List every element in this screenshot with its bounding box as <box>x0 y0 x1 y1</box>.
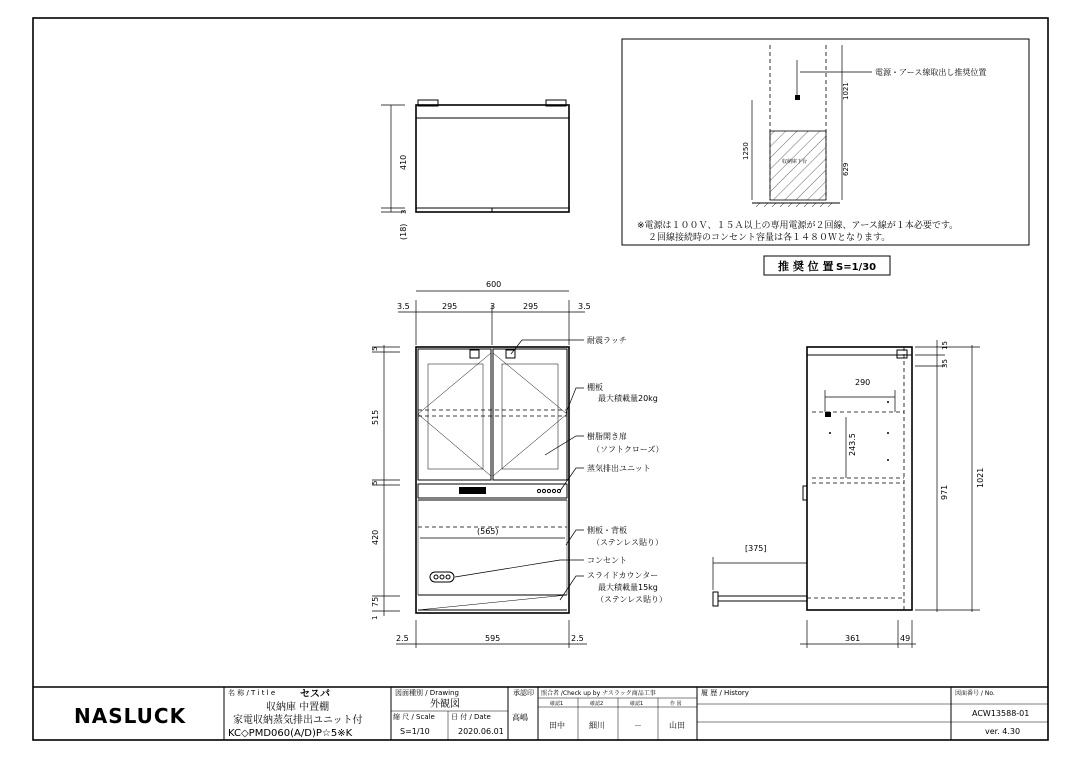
dim-3-5-left: 3.5 <box>397 302 410 311</box>
power-note-line2: ２回線接続時のコンセント容量は各１４８０Ｗとなります。 <box>648 233 891 243</box>
dim-2-5-right: 2.5 <box>571 634 584 643</box>
dim-1250: 1250 <box>742 142 750 160</box>
dim-565: (565) <box>477 527 499 536</box>
history-label: 履 歴 / History <box>701 689 749 697</box>
check-val1: 田中 <box>549 721 565 730</box>
callout-seismic-latch: 耐震ラッチ <box>587 336 627 345</box>
callout-soft-close: （ソフトクローズ） <box>592 445 664 454</box>
title-line2: 収納庫 中置棚 <box>266 702 330 713</box>
callout-outlet: コンセント <box>587 556 627 565</box>
dim-35: 35 <box>941 359 949 368</box>
callout-steam-unit: 蒸気排出ユニット <box>587 464 651 473</box>
dim-5-mid: 5 <box>371 480 379 485</box>
seismic-latch-right <box>506 350 515 358</box>
steam-exhaust-unit <box>418 484 567 498</box>
drawing-value: 外観図 <box>430 699 460 710</box>
callout-slide-counter: スライドカウンター <box>587 571 659 580</box>
steam-vent <box>459 487 486 494</box>
dim-971: 971 <box>940 484 949 500</box>
dim-295-right: 295 <box>523 302 539 311</box>
scale-label: 縮 尺 / Scale <box>393 713 435 721</box>
dim-375: [375] <box>745 544 767 553</box>
top-view-body <box>416 105 569 212</box>
check-col3: 確認1 <box>630 701 644 707</box>
left-door <box>418 349 491 480</box>
check-col4: 作 図 <box>670 701 682 707</box>
dim-5-top: 5 <box>371 346 379 351</box>
title-block <box>74 687 1048 740</box>
recommended-caption-title: 推 奨 位 置 <box>778 260 834 273</box>
power-position-label: 電源・アース線取出し推奨位置 <box>875 68 987 77</box>
approved-label: 承認印 <box>513 689 534 697</box>
approved-value: 高嶋 <box>512 713 528 722</box>
power-note-line1: ※電源は１００Ｖ、１５Ａ以上の専用電源が２回線、アース線が１本必要です。 <box>637 221 959 231</box>
check-col2: 確認2 <box>590 701 604 707</box>
number-value: ACW13588-01 <box>972 709 1030 718</box>
dim-3-top: 3 <box>400 209 408 214</box>
callout-slide-load: 最大積載量15kg <box>598 583 658 592</box>
dim-3-center: 3 <box>490 302 496 311</box>
floor-hatch <box>756 203 832 207</box>
callout-shelf: 棚板 <box>587 383 603 392</box>
control-buttons <box>537 489 560 492</box>
dim-1-bottom: 1 <box>371 615 379 620</box>
scale-value: S=1/10 <box>400 727 430 736</box>
dim-629: 629 <box>842 162 850 176</box>
callout-side-panel: 側板・背板 <box>587 526 627 535</box>
drawing-label: 図面種別 / Drawing <box>395 689 459 697</box>
storage-hatch <box>770 131 826 200</box>
seismic-latch-left <box>470 350 479 358</box>
title-main: セスパ <box>300 689 330 700</box>
sheet-border <box>33 18 1048 740</box>
dim-2-5-left: 2.5 <box>396 634 409 643</box>
company-logo: NASLUCK <box>74 704 187 728</box>
dim-595: 595 <box>485 634 501 643</box>
dim-290: 290 <box>855 378 871 387</box>
title-line3: 家電収納蒸気排出ユニット付 <box>233 715 363 726</box>
dim-600: 600 <box>486 280 502 289</box>
dim-3-5-right: 3.5 <box>578 302 591 311</box>
dim-410: 410 <box>399 154 408 170</box>
slide-counter-handle <box>713 592 718 606</box>
check-val3: － <box>634 721 642 730</box>
top-view-diagram <box>381 100 569 240</box>
right-door <box>493 349 567 480</box>
title-label: 名 称 / T i t l e <box>228 689 276 697</box>
dim-15: 15 <box>941 341 949 350</box>
callout-stainless: （ステンレス貼り） <box>592 538 663 547</box>
callout-slide-stainless: （ステンレス貼り） <box>596 595 667 604</box>
recommended-caption-scale: S=1/30 <box>836 262 877 273</box>
recommended-position-diagram <box>622 39 1029 245</box>
check-col1: 確認1 <box>550 701 564 707</box>
power-outlet-mark <box>795 95 800 100</box>
number-label: 図面番号 / No. <box>955 690 995 697</box>
date-label: 日 付 / Date <box>451 713 491 721</box>
callout-resin-door: 樹脂開き扉 <box>587 432 627 441</box>
dim-361: 361 <box>845 634 861 643</box>
dim-515: 515 <box>371 409 380 425</box>
check-val2: 細川 <box>589 721 605 730</box>
dim-75: 75 <box>371 596 380 607</box>
date-value: 2020.06.01 <box>458 727 504 736</box>
dim-243-5: 243.5 <box>848 433 857 456</box>
dim-420: 420 <box>371 529 380 545</box>
dim-1021-small: 1021 <box>842 82 850 100</box>
callout-shelf-load: 最大積載量20kg <box>598 394 658 403</box>
dim-18: (18) <box>399 223 408 240</box>
dim-49: 49 <box>900 634 911 643</box>
front-view-diagram <box>371 280 667 648</box>
storage-bottom-label: 収納庫下台 <box>782 159 808 165</box>
title-line4: KC◇PMD060(A/D)P☆5※K <box>228 728 353 739</box>
version: ver. 4.30 <box>985 727 1021 736</box>
dim-1021-side: 1021 <box>976 467 985 488</box>
side-view-diagram <box>713 340 985 648</box>
check-val4: 山田 <box>669 721 685 730</box>
check-label: 照合者 /Check up by ナスラック商品工事 <box>541 690 656 697</box>
dim-295-left: 295 <box>442 302 458 311</box>
